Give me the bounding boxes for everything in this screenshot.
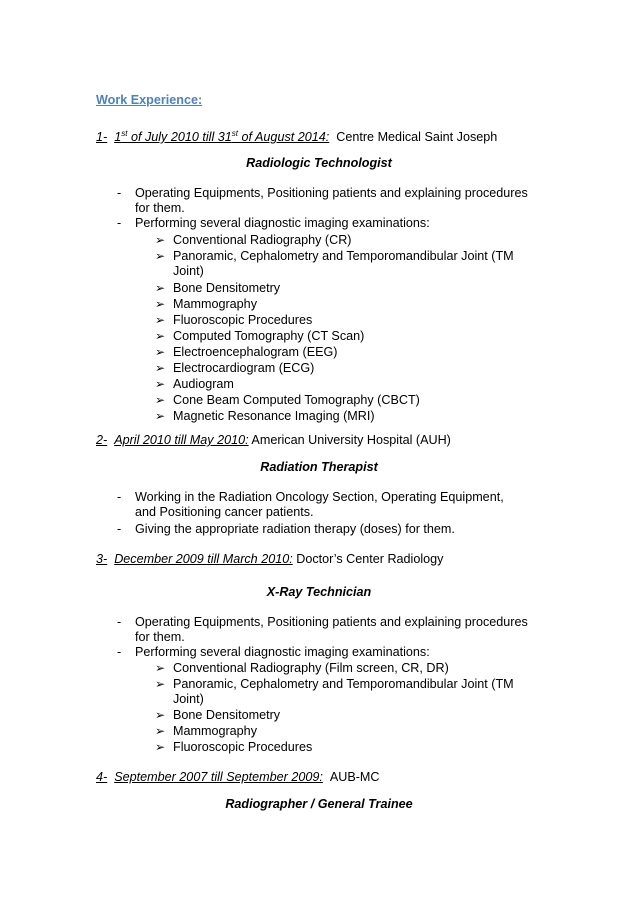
dash-bullet: -: [117, 645, 122, 659]
arrow-check-bullet-icon: ➢: [154, 409, 166, 423]
job-employer: American University Hospital (AUH): [251, 433, 451, 447]
arrow-check-bullet-icon: ➢: [154, 313, 166, 327]
job-period: 1st of July 2010 till 31st of August 2014:: [114, 128, 330, 144]
exam-item: Panoramic, Cephalometry and Temporomandibular Joint (TM: [173, 249, 514, 263]
dash-bullet: -: [117, 216, 122, 230]
job-number: 2-: [96, 433, 108, 447]
dash-bullet: -: [117, 186, 122, 200]
exam-item: Computed Tomography (CT Scan): [173, 329, 365, 343]
arrow-check-bullet-icon: ➢: [154, 361, 166, 375]
job-period: September 2007 till September 2009:: [114, 770, 323, 784]
arrow-check-bullet-icon: ➢: [154, 297, 166, 311]
exam-item: Conventional Radiography (CR): [173, 233, 352, 247]
arrow-check-bullet-icon: ➢: [154, 377, 166, 391]
exam-item: Electrocardiogram (ECG): [173, 361, 315, 375]
section-heading-work-experience: Work Experience:: [96, 93, 203, 107]
exam-item: Mammography: [173, 724, 257, 738]
arrow-check-bullet-icon: ➢: [154, 281, 166, 295]
job-number: 4-: [96, 770, 108, 784]
arrow-check-bullet-icon: ➢: [154, 724, 166, 738]
arrow-check-bullet-icon: ➢: [154, 393, 166, 407]
duty-line: for them.: [135, 201, 185, 215]
duty-line: Operating Equipments, Positioning patients and explaining procedures: [135, 186, 528, 200]
duty-line: Giving the appropriate radiation therapy (doses) for them.: [135, 522, 455, 536]
arrow-check-bullet-icon: ➢: [154, 345, 166, 359]
job-role: Radiation Therapist: [260, 460, 378, 474]
exam-item: Audiogram: [173, 377, 234, 391]
exam-item: Bone Densitometry: [173, 708, 281, 722]
exam-item-continued: Joint): [173, 692, 204, 706]
job-period: April 2010 till May 2010:: [114, 433, 249, 447]
job-employer: Doctor’s Center Radiology: [296, 552, 444, 566]
duty-line: Working in the Radiation Oncology Section, Operating Equipment,: [135, 490, 504, 504]
exam-item: Electroencephalogram (EEG): [173, 345, 338, 359]
job-2-header: [96, 433, 451, 448]
exam-item-continued: Joint): [173, 264, 204, 278]
job-employer: AUB-MC: [329, 770, 380, 784]
job-employer: Centre Medical Saint Joseph: [336, 130, 498, 144]
exam-item: Mammography: [173, 297, 257, 311]
arrow-check-bullet-icon: ➢: [154, 233, 166, 247]
exam-item: Bone Densitometry: [173, 281, 281, 295]
duty-line: and Positioning cancer patients.: [135, 505, 314, 519]
exam-item: Magnetic Resonance Imaging (MRI): [173, 409, 375, 423]
exam-item: Cone Beam Computed Tomography (CBCT): [173, 393, 420, 407]
arrow-check-bullet-icon: ➢: [154, 740, 166, 754]
exam-item: Conventional Radiography (Film screen, CR, DR): [173, 661, 449, 675]
duty-line: Operating Equipments, Positioning patients and explaining procedures: [135, 615, 528, 629]
exam-item: Panoramic, Cephalometry and Temporomandibular Joint (TM: [173, 677, 514, 691]
job-number: 1-: [96, 130, 108, 144]
job-period: December 2009 till March 2010:: [114, 552, 293, 566]
exam-item: Fluoroscopic Procedures: [173, 313, 313, 327]
duty-line: Performing several diagnostic imaging examinations:: [135, 645, 430, 659]
arrow-check-bullet-icon: ➢: [154, 708, 166, 722]
job-4-header: [96, 770, 380, 785]
duty-line: for them.: [135, 630, 185, 644]
exam-item: Fluoroscopic Procedures: [173, 740, 313, 754]
job-role: X-Ray Technician: [266, 585, 372, 599]
arrow-check-bullet-icon: ➢: [154, 661, 166, 675]
dash-bullet: -: [117, 522, 122, 536]
dash-bullet: -: [117, 490, 122, 504]
duty-line: Performing several diagnostic imaging examinations:: [135, 216, 430, 230]
arrow-check-bullet-icon: ➢: [154, 249, 166, 263]
job-3-header: [96, 552, 443, 567]
arrow-check-bullet-icon: ➢: [154, 677, 166, 691]
dash-bullet: -: [117, 615, 122, 629]
job-number: 3-: [96, 552, 108, 566]
job-1-header: [96, 130, 497, 145]
arrow-check-bullet-icon: ➢: [154, 329, 166, 343]
job-role: Radiologic Technologist: [246, 156, 392, 170]
job-role: Radiographer / General Trainee: [225, 797, 413, 811]
